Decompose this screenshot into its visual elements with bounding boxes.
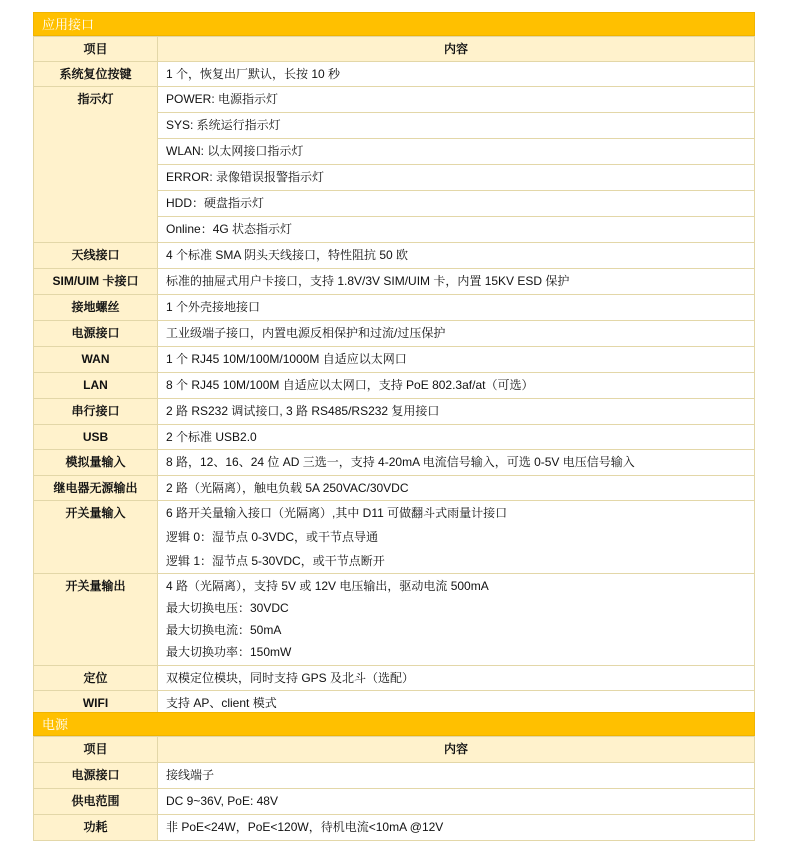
power-section	[33, 712, 755, 841]
row-key: 天线接口	[34, 243, 158, 269]
row-key: 开关量输入	[34, 501, 158, 574]
row-key: 接地螺丝	[34, 295, 158, 321]
header-content: 内容	[158, 737, 755, 763]
table-row	[34, 243, 755, 269]
power-section-title: 电源	[33, 712, 755, 736]
table-row	[34, 373, 755, 399]
table-row	[34, 763, 755, 789]
table-header-row	[34, 737, 755, 763]
interfaces-section-title: 应用接口	[33, 12, 755, 36]
row-line: 逻辑 0：湿节点 0-3VDC，或干节点导通	[166, 530, 379, 544]
table-row	[34, 399, 755, 425]
row-value-multiline	[158, 574, 755, 666]
row-value: 非 PoE<24W，PoE<120W，待机电流<10mA @12V	[158, 815, 755, 841]
table-row	[34, 62, 755, 87]
table-row	[34, 269, 755, 295]
table-row	[34, 295, 755, 321]
table-row	[34, 321, 755, 347]
table-row	[34, 815, 755, 841]
power-table	[33, 736, 755, 841]
row-value: 8 路，12、16、24 位 AD 三选一，支持 4-20mA 电流信号输入，可选 0-5V 电压信号输入	[158, 450, 755, 476]
table-row	[34, 87, 755, 113]
row-value: 1 个，恢复出厂默认，长按 10 秒	[158, 62, 755, 87]
table-row	[34, 450, 755, 476]
row-value: 2 个标准 USB2.0	[158, 425, 755, 450]
row-key: SIM/UIM 卡接口	[34, 269, 158, 295]
row-key: 开关量输出	[34, 574, 158, 666]
row-value: WLAN: 以太网接口指示灯	[158, 139, 755, 165]
row-value: 4 个标准 SMA 阴头天线接口，特性阻抗 50 欧	[158, 243, 755, 269]
row-key: 电源接口	[34, 763, 158, 789]
table-header-row	[34, 37, 755, 62]
table-row	[34, 476, 755, 501]
table-row	[34, 574, 755, 666]
row-key: 继电器无源输出	[34, 476, 158, 501]
row-key: USB	[34, 425, 158, 450]
row-key: 电源接口	[34, 321, 158, 347]
row-key: LAN	[34, 373, 158, 399]
row-value: DC 9~36V, PoE: 48V	[158, 789, 755, 815]
row-key: 系统复位按键	[34, 62, 158, 87]
row-line: 最大切换电压：30VDC	[166, 601, 289, 615]
table-row	[34, 501, 755, 574]
row-key: 功耗	[34, 815, 158, 841]
row-value: Online：4G 状态指示灯	[158, 217, 755, 243]
row-value: 双模定位模块，同时支持 GPS 及北斗（选配）	[158, 666, 755, 691]
table-row	[34, 666, 755, 691]
row-line: 6 路开关量输入接口（光隔离）,其中 D11 可做翻斗式雨量计接口	[166, 506, 508, 520]
row-value: 接线端子	[158, 763, 755, 789]
row-line: 4 路（光隔离），支持 5V 或 12V 电压输出，驱动电流 500mA	[166, 579, 489, 593]
table-row	[34, 347, 755, 373]
row-value: POWER: 电源指示灯	[158, 87, 755, 113]
row-key: 供电范围	[34, 789, 158, 815]
header-content: 内容	[158, 37, 755, 62]
row-value: SYS: 系统运行指示灯	[158, 113, 755, 139]
row-key: 指示灯	[34, 87, 158, 243]
row-key: WIFI	[34, 691, 158, 717]
row-value: 2 路 RS232 调试接口, 3 路 RS485/RS232 复用接口	[158, 399, 755, 425]
row-key: 定位	[34, 666, 158, 691]
row-key: WAN	[34, 347, 158, 373]
header-item: 项目	[34, 37, 158, 62]
row-value: 工业级端子接口，内置电源反相保护和过流/过压保护	[158, 321, 755, 347]
row-value: 标准的抽屉式用户卡接口，支持 1.8V/3V SIM/UIM 卡，内置 15KV ESD 保护	[158, 269, 755, 295]
row-line: 最大切换电流：50mA	[166, 623, 282, 637]
row-line: 最大切换功率：150mW	[166, 645, 292, 659]
row-value: 8 个 RJ45 10M/100M 自适应以太网口，支持 PoE 802.3af/at（可选）	[158, 373, 755, 399]
interfaces-table	[33, 36, 755, 717]
row-value-multiline	[158, 501, 755, 574]
header-item: 项目	[34, 737, 158, 763]
table-row	[34, 789, 755, 815]
row-value: 1 个 RJ45 10M/100M/1000M 自适应以太网口	[158, 347, 755, 373]
table-row	[34, 425, 755, 450]
interfaces-section	[33, 12, 755, 717]
row-value: 2 路（光隔离），触电负载 5A 250VAC/30VDC	[158, 476, 755, 501]
row-value: ERROR: 录像错误报警指示灯	[158, 165, 755, 191]
row-value: HDD：硬盘指示灯	[158, 191, 755, 217]
row-line: 逻辑 1：湿节点 5-30VDC，或干节点断开	[166, 554, 385, 568]
row-value: 支持 AP、client 模式	[158, 691, 755, 717]
row-key: 模拟量输入	[34, 450, 158, 476]
row-value: 1 个外壳接地接口	[158, 295, 755, 321]
row-key: 串行接口	[34, 399, 158, 425]
